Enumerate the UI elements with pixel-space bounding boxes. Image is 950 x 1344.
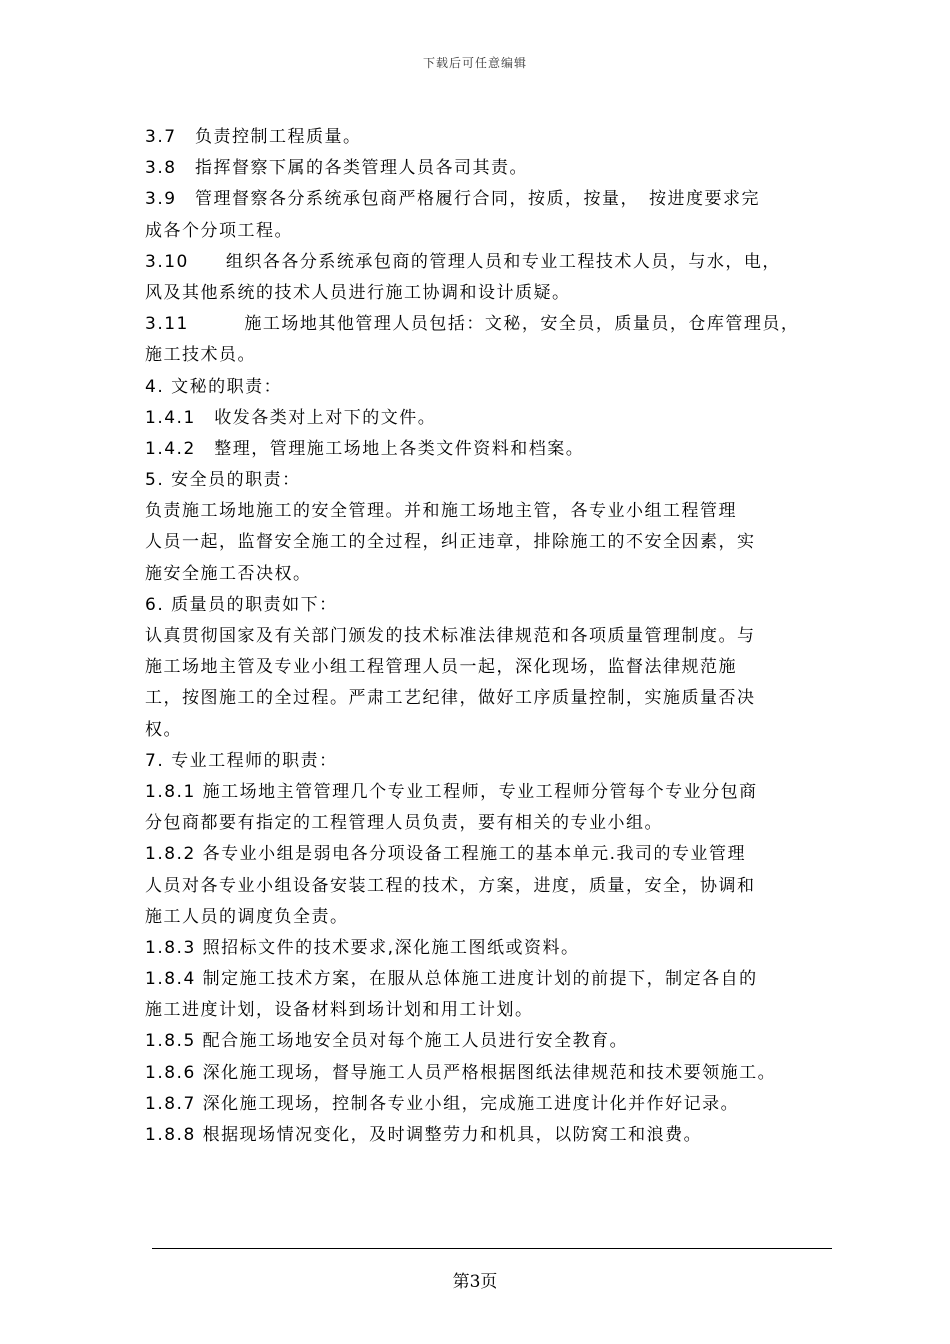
text-line: 工，按图施工的全过程。严肃工艺纪律，做好工序质量控制，实施质量否决 <box>145 688 756 709</box>
text-line: 分包商都要有指定的工程管理人员负责，要有相关的专业小组。 <box>145 813 663 834</box>
text-line: 成各个分项工程。 <box>145 220 293 241</box>
text-line: 风及其他系统的技术人员进行施工协调和设计质疑。 <box>145 282 571 303</box>
text-line: 施工进度计划，设备材料到场计划和用工计划。 <box>145 1000 534 1021</box>
page-header-note: 下载后可任意编辑 <box>422 56 527 70</box>
text-line: 施工场地主管及专业小组工程管理人员一起，深化现场，监督法律规范施 <box>145 657 737 678</box>
text-line: 3.9 管理督察各分系统承包商严格履行合同，按质，按量， 按进度要求完 <box>145 189 761 210</box>
text-line: 3.7 负责控制工程质量。 <box>145 127 362 147</box>
text-line: 人员对各专业小组设备安装工程的技术，方案，进度，质量，安全，协调和 <box>145 875 756 896</box>
text-line: 1.8.3 照招标文件的技术要求,深化施工图纸或资料。 <box>145 937 580 958</box>
text-line: 3.8 指挥督察下属的各类管理人员各司其责。 <box>145 158 529 179</box>
section-heading: 5. 安全员的职责： <box>145 470 301 491</box>
section-heading: 6. 质量员的职责如下： <box>145 594 338 615</box>
page-number: 第3页 <box>452 1272 498 1292</box>
text-line: 1.4.1 收发各类对上对下的文件。 <box>145 407 437 428</box>
text-line: 认真贯彻国家及有关部门颁发的技术标准法律规范和各项质量管理制度。与 <box>145 626 756 646</box>
text-line: 1.4.2 整理，管理施工场地上各类文件资料和档案。 <box>145 438 585 459</box>
text-line: 1.8.1 施工场地主管管理几个专业工程师，专业工程师分管每个专业分包商 <box>145 781 758 802</box>
footer-divider <box>152 1248 832 1249</box>
text-line: 1.8.2 各专业小组是弱电各分项设备工程施工的基本单元.我司的专业管理 <box>145 844 747 865</box>
text-line: 1.8.6 深化施工现场，督导施工人员严格根据图纸法律规范和技术要领施工。 <box>145 1062 777 1083</box>
text-line: 人员一起，监督安全施工的全过程，纠正违章，排除施工的不安全因素，实 <box>145 532 756 553</box>
text-line: 3.10 组织各各分系统承包商的管理人员和专业工程技术人员，与水，电， <box>145 251 781 272</box>
text-line: 施工人员的调度负全责。 <box>145 906 349 927</box>
document-body <box>145 122 855 1151</box>
text-line: 权。 <box>145 719 182 740</box>
text-line: 1.8.5 配合施工场地安全员对每个施工人员进行安全教育。 <box>145 1031 629 1052</box>
text-line: 1.8.8 根据现场情况变化，及时调整劳力和机具，以防窝工和浪费。 <box>145 1125 703 1145</box>
section-heading: 7. 专业工程师的职责： <box>145 750 338 771</box>
text-line: 3.11 施工场地其他管理人员包括：文秘，安全员，质量员，仓库管理员， <box>145 314 800 335</box>
section-heading: 4. 文秘的职责： <box>145 376 283 397</box>
text-line: 负责施工场地施工的安全管理。并和施工场地主管，各专业小组工程管理 <box>145 501 737 522</box>
text-line: 1.8.7 深化施工现场，控制各专业小组，完成施工进度计化并作好记录。 <box>145 1093 740 1114</box>
text-line: 施工技术员。 <box>145 345 256 366</box>
text-line: 1.8.4 制定施工技术方案，在服从总体施工进度计划的前提下，制定各自的 <box>145 969 758 990</box>
text-line: 施安全施工否决权。 <box>145 563 312 584</box>
